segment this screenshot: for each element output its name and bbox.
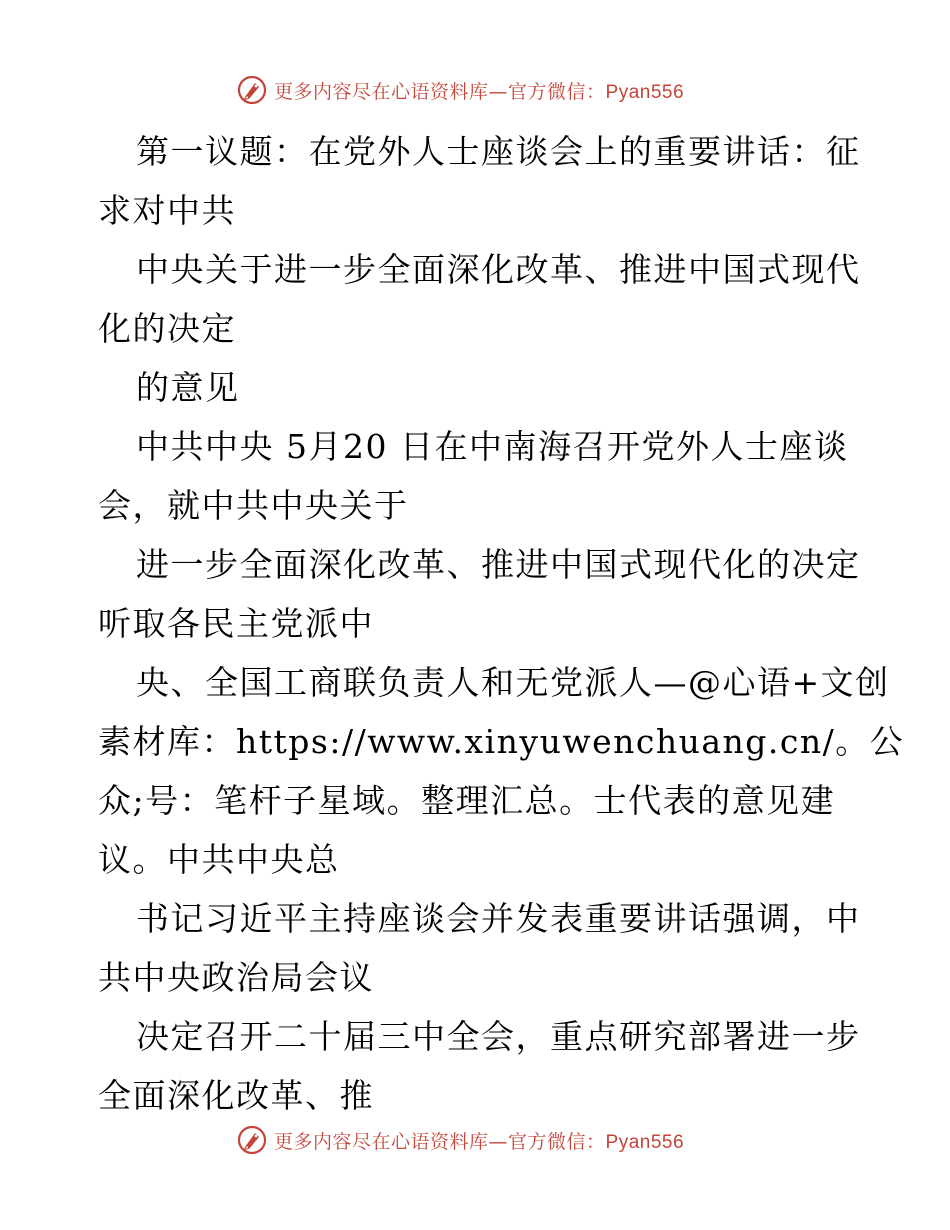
banner-wechat-id: Pyan556 [605,81,685,103]
banner-text: 更多内容尽在心语资料库 [274,1130,489,1153]
text-line: 进一步全面深化改革、推进中国式现代化的决定 [136,545,861,584]
text-line: 的意见 [136,368,240,407]
text-line: 素材库：https://www.xinyuwenchuang.cn/。公 [98,722,905,761]
pen-nib-logo-icon [236,74,268,106]
text-line: 决定召开二十届三中全会，重点研究部署进一步 [136,1017,861,1056]
text-line: 全面深化改革、推 [98,1076,374,1115]
text-line: 众;号：笔杆子星域。整理汇总。士代表的意见建 [98,781,836,820]
text-line: 中共中央 5月20 日在中南海召开党外人士座谈 [136,427,849,466]
footer-watermark-banner [236,1122,684,1158]
text-line: 听取各民主党派中 [98,604,374,643]
text-line: 化的决定 [98,309,236,348]
banner-wechat-label: 官方微信： [508,80,606,103]
text-line: 央、全国工商联负责人和无党派人—@心语+文创 [136,663,890,702]
text-line: 书记习近平主持座谈会并发表重要讲话强调，中 [136,899,861,938]
banner-text: 更多内容尽在心语资料库 [274,80,489,103]
header-watermark-banner [236,72,684,108]
document-body [98,122,905,1125]
text-line: 第一议题：在党外人士座谈会上的重要讲话：征 [136,132,861,171]
banner-dash: — [488,80,509,103]
pen-nib-logo-icon [236,1124,268,1156]
text-line: 议。中共中央总 [98,840,340,879]
text-line: 求对中共 [98,191,236,230]
banner-wechat-label: 官方微信： [508,1130,606,1153]
text-line: 中央关于进一步全面深化改革、推进中国式现代 [136,250,861,289]
text-line: 共中央政治局会议 [98,958,374,997]
text-line: 会，就中共中央关于 [98,486,409,525]
banner-dash: — [488,1130,509,1153]
banner-wechat-id: Pyan556 [605,1131,685,1153]
